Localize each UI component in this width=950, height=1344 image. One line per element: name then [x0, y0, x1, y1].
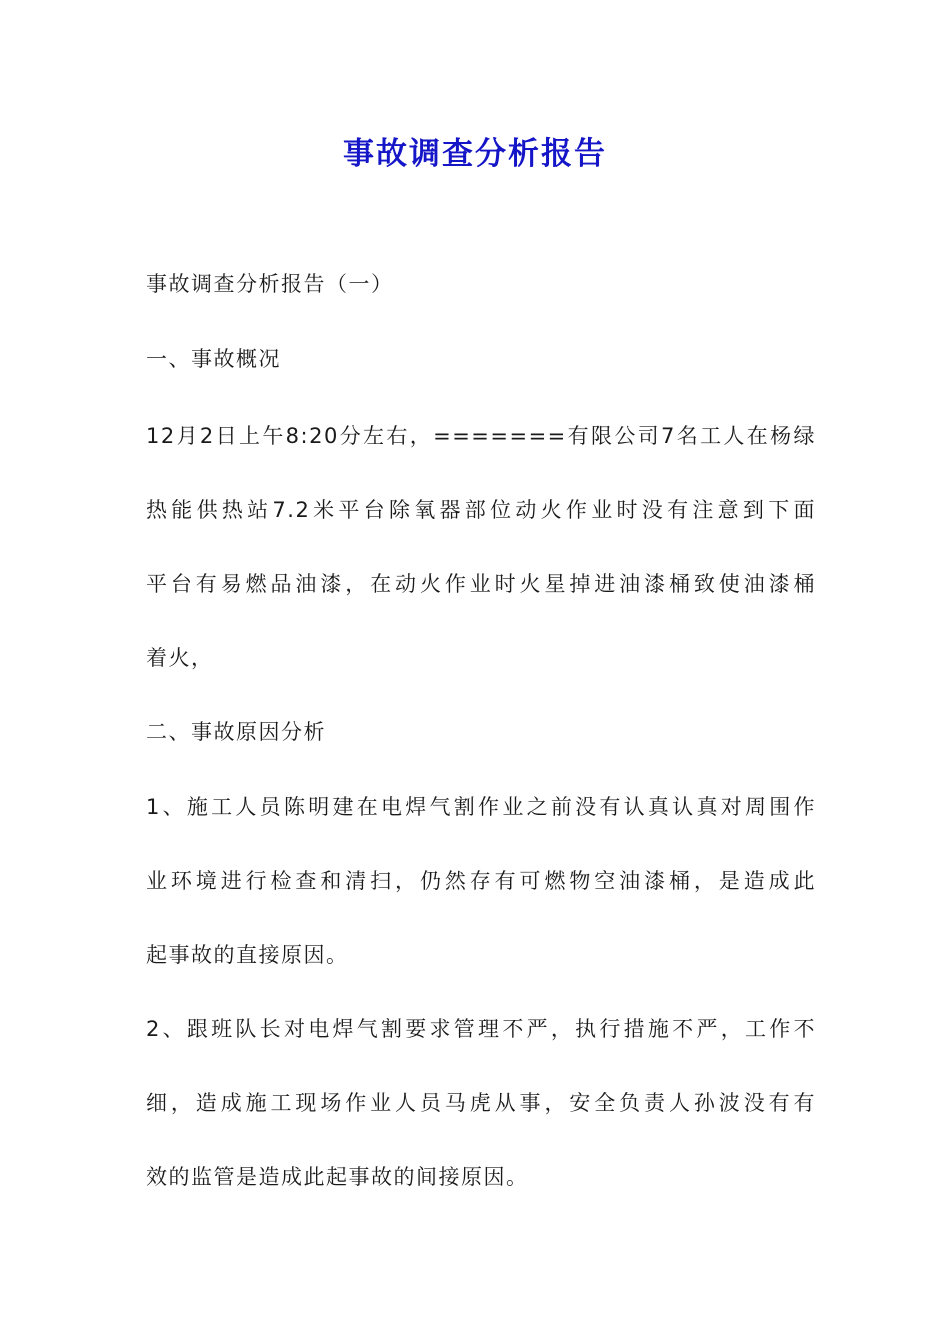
paragraph-line: 起事故的直接原因。 [146, 943, 349, 967]
paragraph-line: 业环境进行检查和清扫，仍然存有可燃物空油漆桶，是造成此 [146, 869, 816, 893]
paragraph-line: 12月2日上午8:20分左右，=======有限公司7名工人在杨绿 [146, 424, 816, 448]
paragraph-line: 着火， [146, 646, 214, 670]
paragraph-line: 细，造成施工现场作业人员马虎从事，安全负责人孙波没有有 [146, 1091, 816, 1115]
document-title: 事故调查分析报告 [343, 136, 607, 172]
paragraph-line: 热能供热站7.2米平台除氧器部位动火作业时没有注意到下面 [146, 498, 816, 522]
section-heading-cause-analysis: 二、事故原因分析 [146, 720, 326, 744]
paragraph-line: 效的监管是造成此起事故的间接原因。 [146, 1165, 529, 1189]
paragraph-line: 平台有易燃品油漆，在动火作业时火星掉进油漆桶致使油漆桶 [146, 572, 816, 596]
paragraph-line: 2、跟班队长对电焊气割要求管理不严，执行措施不严，工作不 [146, 1017, 816, 1041]
report-subtitle: 事故调查分析报告（一） [146, 272, 394, 296]
section-heading-overview: 一、事故概况 [146, 347, 281, 371]
paragraph-line: 1、施工人员陈明建在电焊气割作业之前没有认真认真对周围作 [146, 795, 816, 819]
